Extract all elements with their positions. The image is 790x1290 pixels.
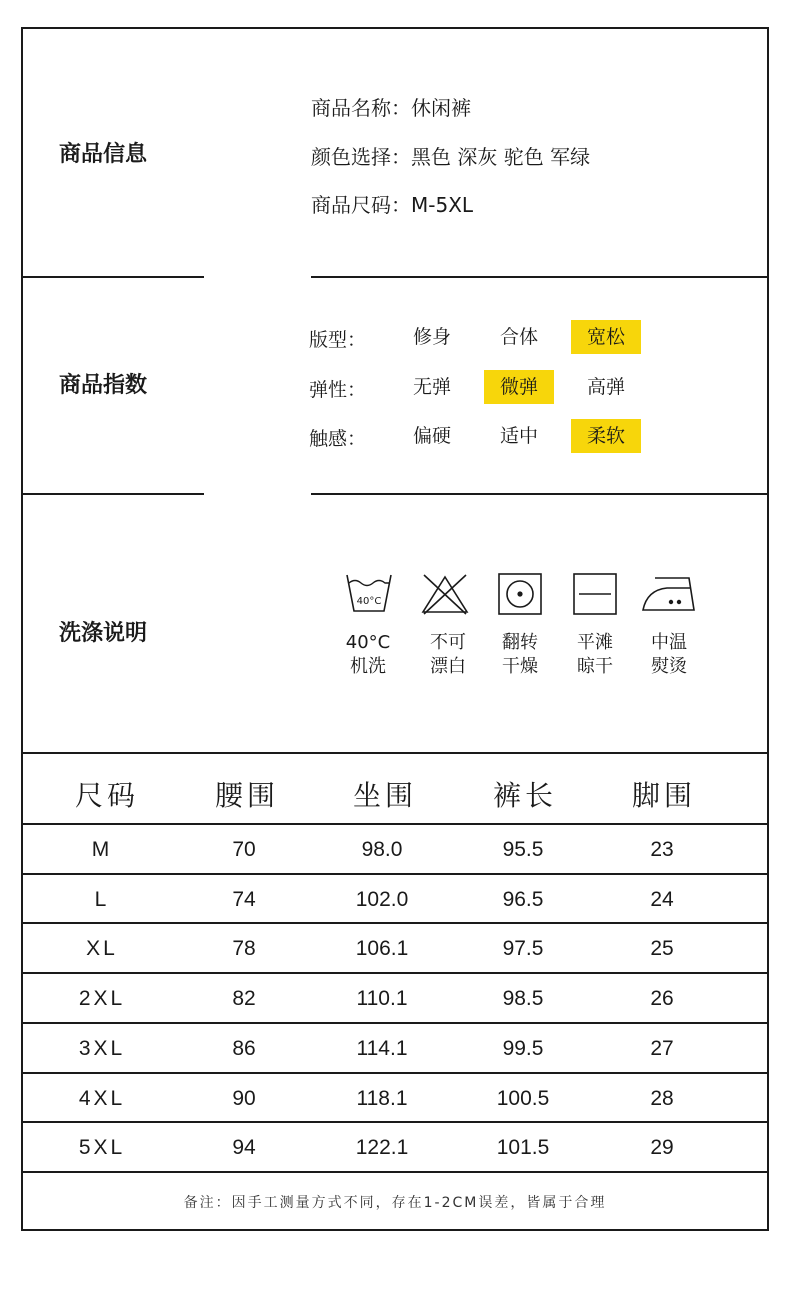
table-cell: 98.0 <box>361 838 403 861</box>
table-cell: 95.5 <box>502 838 544 861</box>
table-cell: 106.1 <box>355 937 409 961</box>
no-bleach-label: 不可 漂白 <box>430 632 466 677</box>
table-cell: 26 <box>650 987 674 1011</box>
table-cell: 5XL <box>78 1136 126 1160</box>
size-table-header: 腰围 <box>214 779 279 812</box>
divider <box>23 1171 767 1173</box>
divider <box>311 276 767 278</box>
table-cell: 98.5 <box>502 987 544 1011</box>
table-row <box>21 1074 769 1124</box>
table-cell: 99.5 <box>502 1036 544 1060</box>
table-cell: 29 <box>650 1136 674 1160</box>
index-option: 无弹 <box>412 376 451 398</box>
table-cell: 102.0 <box>355 887 409 911</box>
table-cell: 78 <box>232 937 256 961</box>
table-row <box>21 924 769 974</box>
table-row <box>21 974 769 1024</box>
table-cell: 74 <box>232 887 256 911</box>
index-option: 宽松 <box>571 320 641 354</box>
table-cell: 25 <box>650 937 674 961</box>
product-sizes: 商品尺码：M-5XL <box>311 193 474 217</box>
table-cell: 27 <box>650 1036 674 1060</box>
table-cell: 118.1 <box>356 1086 408 1110</box>
table-row <box>21 1024 769 1074</box>
table-cell: 2XL <box>78 987 126 1011</box>
wash-label: 40°C 机洗 <box>345 632 391 677</box>
table-cell: 114.1 <box>356 1036 408 1060</box>
table-cell: 90 <box>232 1086 256 1110</box>
table-cell: 96.5 <box>502 887 544 911</box>
table-cell: XL <box>86 937 118 961</box>
index-label-elasticity: 弹性： <box>309 379 367 401</box>
divider <box>23 752 767 754</box>
product-colors: 颜色选择：黑色 深灰 驼色 军绿 <box>311 145 591 169</box>
table-cell: 23 <box>650 838 674 861</box>
table-cell: 24 <box>650 887 674 911</box>
table-cell: 97.5 <box>502 937 544 961</box>
index-option: 微弹 <box>484 370 554 404</box>
tumble-dry-icon <box>498 573 542 615</box>
index-option: 修身 <box>412 326 451 348</box>
table-cell: 86 <box>232 1036 256 1060</box>
tumble-dry-label: 翻转 干燥 <box>502 632 538 677</box>
table-cell: 101.5 <box>496 1136 550 1160</box>
iron-label: 中温 熨烫 <box>651 632 687 677</box>
svg-text:40°C: 40°C <box>356 596 382 607</box>
size-table-header: 裤长 <box>492 779 557 812</box>
section-title-info: 商品信息 <box>59 142 148 167</box>
measurement-note: 备注：因手工测量方式不同，存在1-2CM误差，皆属于合理 <box>183 1195 607 1211</box>
table-cell: 4XL <box>78 1086 126 1110</box>
index-option: 偏硬 <box>412 425 451 447</box>
table-cell: L <box>94 887 110 911</box>
index-option: 合体 <box>499 326 538 348</box>
table-row <box>21 875 769 925</box>
table-row <box>21 825 769 875</box>
table-cell: 94 <box>232 1136 256 1160</box>
table-cell: 100.5 <box>496 1086 550 1110</box>
index-option: 高弹 <box>586 376 625 398</box>
table-cell: 122.1 <box>355 1136 409 1160</box>
flat-dry-label: 平滩 晾干 <box>577 632 613 677</box>
index-label-fit: 版型： <box>309 329 367 351</box>
size-table-header: 脚围 <box>631 779 696 812</box>
index-option: 适中 <box>499 425 538 447</box>
flat-dry-icon <box>573 573 617 615</box>
divider <box>23 493 204 495</box>
table-cell: 28 <box>650 1086 674 1110</box>
product-name: 商品名称：休闲裤 <box>311 96 471 120</box>
table-cell: 3XL <box>78 1036 126 1060</box>
index-label-touch: 触感： <box>309 428 367 450</box>
index-option: 柔软 <box>571 419 641 453</box>
divider <box>23 276 204 278</box>
table-cell: 82 <box>232 987 256 1011</box>
size-table-header: 坐围 <box>352 779 417 812</box>
wash-tub-icon <box>345 571 393 615</box>
table-cell: 110.1 <box>356 987 408 1011</box>
table-row <box>21 1123 769 1173</box>
iron-medium-icon <box>641 574 697 614</box>
divider <box>311 493 767 495</box>
size-table-header: 尺码 <box>74 779 139 812</box>
section-title-washing: 洗涤说明 <box>59 621 148 646</box>
section-title-index: 商品指数 <box>59 373 148 398</box>
table-cell: 70 <box>232 838 256 861</box>
no-bleach-icon <box>420 572 470 616</box>
table-cell: M <box>91 838 113 861</box>
